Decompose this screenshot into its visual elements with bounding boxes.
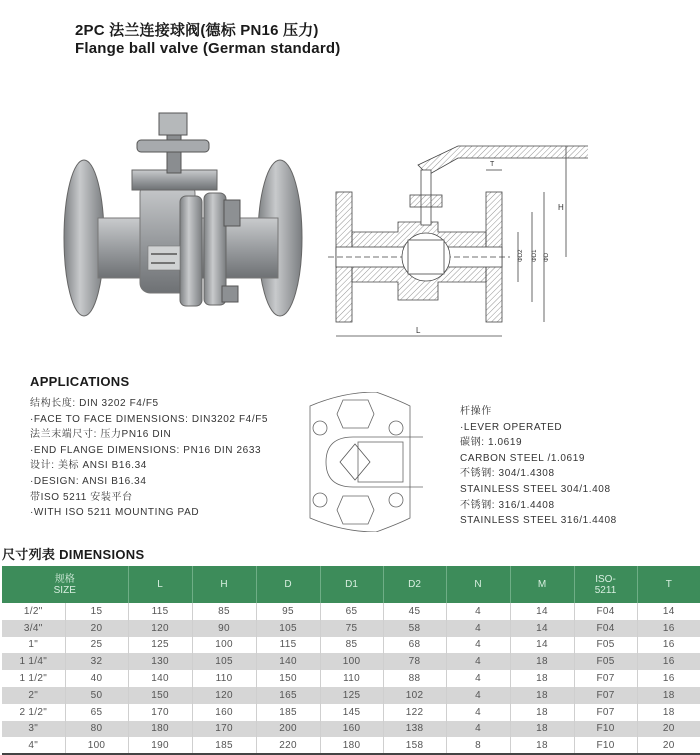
material-item: CARBON STEEL /1.0619	[460, 452, 586, 464]
material-item: 不锈钢: 316/1.4408	[460, 499, 555, 511]
valve-section-drawing	[328, 140, 588, 345]
cell-m: 18	[510, 704, 574, 721]
svg-text:H: H	[558, 203, 564, 212]
title-english: Flange ball valve (German standard)	[75, 40, 341, 57]
cell-d2: 122	[383, 704, 446, 721]
cell-dn: 100	[65, 737, 128, 754]
cell-inch: 3"	[2, 721, 65, 738]
cell-d1: 100	[320, 653, 383, 670]
header-iso-line1: ISO-	[595, 573, 616, 585]
cell-dn: 25	[65, 637, 128, 654]
table-row	[2, 603, 700, 620]
cell-inch: 2"	[2, 687, 65, 704]
header-size-cn: 规格	[54, 573, 75, 585]
header-T: T	[637, 566, 700, 603]
cell-dn: 15	[65, 603, 128, 620]
cell-h: 120	[192, 687, 256, 704]
cell-iso: F05	[574, 637, 637, 654]
cell-iso: F07	[574, 670, 637, 687]
table-row	[2, 637, 700, 654]
cell-l: 150	[128, 687, 192, 704]
application-item: ·DESIGN: ANSI B16.34	[30, 475, 147, 487]
cell-inch: 3/4"	[2, 620, 65, 637]
cell-d1: 110	[320, 670, 383, 687]
header-D: D	[256, 566, 320, 603]
table-header-row	[2, 566, 700, 603]
cell-l: 190	[128, 737, 192, 754]
table-row	[2, 620, 700, 637]
table-row	[2, 737, 700, 754]
cell-n: 4	[446, 620, 510, 637]
cell-d2: 68	[383, 637, 446, 654]
cell-d1: 75	[320, 620, 383, 637]
cell-d: 95	[256, 603, 320, 620]
cell-n: 4	[446, 721, 510, 738]
cell-h: 185	[192, 737, 256, 754]
cell-m: 18	[510, 653, 574, 670]
cell-d2: 158	[383, 737, 446, 754]
cell-d: 165	[256, 687, 320, 704]
cell-dn: 40	[65, 670, 128, 687]
material-item: STAINLESS STEEL 304/1.408	[460, 483, 611, 495]
table-row	[2, 721, 700, 738]
cell-d: 200	[256, 721, 320, 738]
cell-inch: 1 1/2"	[2, 670, 65, 687]
table-row	[2, 687, 700, 704]
cell-m: 18	[510, 687, 574, 704]
cell-n: 4	[446, 687, 510, 704]
application-item: ·FACE TO FACE DIMENSIONS: DIN3202 F4/F5	[30, 413, 269, 425]
header-H: H	[192, 566, 256, 603]
cell-n: 8	[446, 737, 510, 754]
cell-h: 105	[192, 653, 256, 670]
cell-inch: 1"	[2, 637, 65, 654]
material-item: 不锈钢: 304/1.4308	[460, 468, 555, 480]
cell-n: 4	[446, 670, 510, 687]
cell-dn: 65	[65, 704, 128, 721]
svg-text:T: T	[490, 161, 495, 168]
cell-d: 105	[256, 620, 320, 637]
cell-l: 125	[128, 637, 192, 654]
application-item: ·WITH ISO 5211 MOUNTING PAD	[30, 507, 200, 519]
cell-l: 170	[128, 704, 192, 721]
cell-iso: F05	[574, 653, 637, 670]
header-iso-line2: 5211	[594, 584, 617, 596]
application-item: 带ISO 5211 安装平台	[30, 491, 133, 503]
cell-h: 100	[192, 637, 256, 654]
cell-t: 16	[637, 620, 700, 637]
application-item: 法兰末端尺寸: 压力PN16 DIN	[30, 429, 172, 441]
cell-l: 115	[128, 603, 192, 620]
material-item: 碳钢: 1.0619	[460, 437, 523, 449]
cell-m: 18	[510, 737, 574, 754]
cell-iso: F04	[574, 603, 637, 620]
header-M: M	[510, 566, 574, 603]
application-item: ·END FLANGE DIMENSIONS: PN16 DIN 2633	[30, 444, 262, 456]
cell-iso: F07	[574, 704, 637, 721]
header-D1: D1	[320, 566, 383, 603]
cell-d1: 145	[320, 704, 383, 721]
valve-photo	[62, 108, 307, 343]
cell-inch: 1 1/4"	[2, 653, 65, 670]
cell-d2: 58	[383, 620, 446, 637]
cell-t: 16	[662, 639, 675, 651]
material-item: STAINLESS STEEL 316/1.4408	[460, 515, 617, 527]
header-size-en: SIZE	[53, 584, 76, 596]
cell-h: 85	[192, 603, 256, 620]
cell-dn: 80	[65, 721, 128, 738]
cell-d2: 102	[383, 687, 446, 704]
material-item: 杆操作	[460, 406, 492, 417]
dimensions-table	[2, 566, 700, 755]
table-row	[2, 670, 700, 687]
cell-d1: 65	[320, 603, 383, 620]
svg-text:ΦD1: ΦD1	[532, 249, 538, 262]
applications-heading: APPLICATIONS	[30, 374, 130, 389]
page-title	[75, 22, 340, 58]
cell-d2: 88	[383, 670, 446, 687]
cell-t: 20	[637, 737, 700, 754]
applications-list	[30, 396, 268, 521]
svg-text:ΦD2: ΦD2	[518, 249, 524, 262]
cell-d: 185	[256, 704, 320, 721]
cell-m: 14	[510, 603, 574, 620]
header-size	[2, 566, 128, 603]
cell-iso: F10	[574, 737, 637, 754]
cell-t: 20	[637, 721, 700, 738]
cell-h: 160	[192, 704, 256, 721]
cell-iso: F10	[574, 721, 637, 738]
cell-dn: 50	[65, 687, 128, 704]
table-row	[2, 704, 700, 721]
header-D2: D2	[383, 566, 446, 603]
cell-t: 16	[662, 673, 675, 685]
mounting-pad-top-view	[298, 392, 428, 532]
header-iso	[574, 566, 637, 603]
cell-n: 4	[446, 704, 510, 721]
header-L: L	[128, 566, 192, 603]
cell-d: 150	[256, 670, 320, 687]
cell-d1: 85	[320, 637, 383, 654]
cell-n: 4	[446, 653, 510, 670]
cell-d: 115	[256, 637, 320, 654]
svg-text:L: L	[416, 326, 421, 335]
cell-t: 16	[637, 653, 700, 670]
cell-d2: 78	[383, 653, 446, 670]
table-row	[2, 653, 700, 670]
cell-m: 14	[510, 620, 574, 637]
cell-inch: 2 1/2"	[2, 704, 65, 721]
cell-n: 4	[446, 603, 510, 620]
cell-n: 4	[446, 637, 510, 654]
cell-m: 14	[510, 637, 574, 654]
application-item: 设计: 美标 ANSI B16.34	[30, 460, 147, 472]
cell-dn: 20	[65, 620, 128, 637]
cell-t: 18	[637, 687, 700, 704]
cell-t: 14	[662, 605, 675, 617]
cell-h: 110	[192, 670, 256, 687]
cell-iso: F07	[574, 687, 637, 704]
cell-l: 140	[128, 670, 192, 687]
cell-d1: 180	[320, 737, 383, 754]
application-item: 结构长度: DIN 3202 F4/F5	[30, 398, 159, 409]
cell-d2: 45	[383, 603, 446, 620]
cell-d: 220	[256, 737, 320, 754]
title-chinese: 2PC 法兰连接球阀(德标 PN16 压力)	[75, 22, 319, 39]
material-item: ·LEVER OPERATED	[460, 421, 563, 433]
cell-h: 90	[192, 620, 256, 637]
materials-list	[460, 404, 617, 529]
cell-inch: 4"	[2, 737, 65, 754]
cell-d2: 138	[383, 721, 446, 738]
dimensions-heading: 尺寸列表 DIMENSIONS	[2, 547, 145, 562]
cell-dn: 32	[65, 653, 128, 670]
cell-l: 120	[128, 620, 192, 637]
header-N: N	[446, 566, 510, 603]
cell-m: 18	[510, 670, 574, 687]
cell-l: 180	[128, 721, 192, 738]
cell-d1: 125	[320, 687, 383, 704]
cell-iso: F04	[574, 620, 637, 637]
cell-t: 18	[662, 706, 675, 718]
cell-m: 18	[510, 721, 574, 738]
cell-inch: 1/2"	[2, 603, 65, 620]
cell-d1: 160	[320, 721, 383, 738]
cell-h: 170	[192, 721, 256, 738]
cell-l: 130	[128, 653, 192, 670]
svg-text:ΦD: ΦD	[544, 252, 550, 262]
cell-d: 140	[256, 653, 320, 670]
